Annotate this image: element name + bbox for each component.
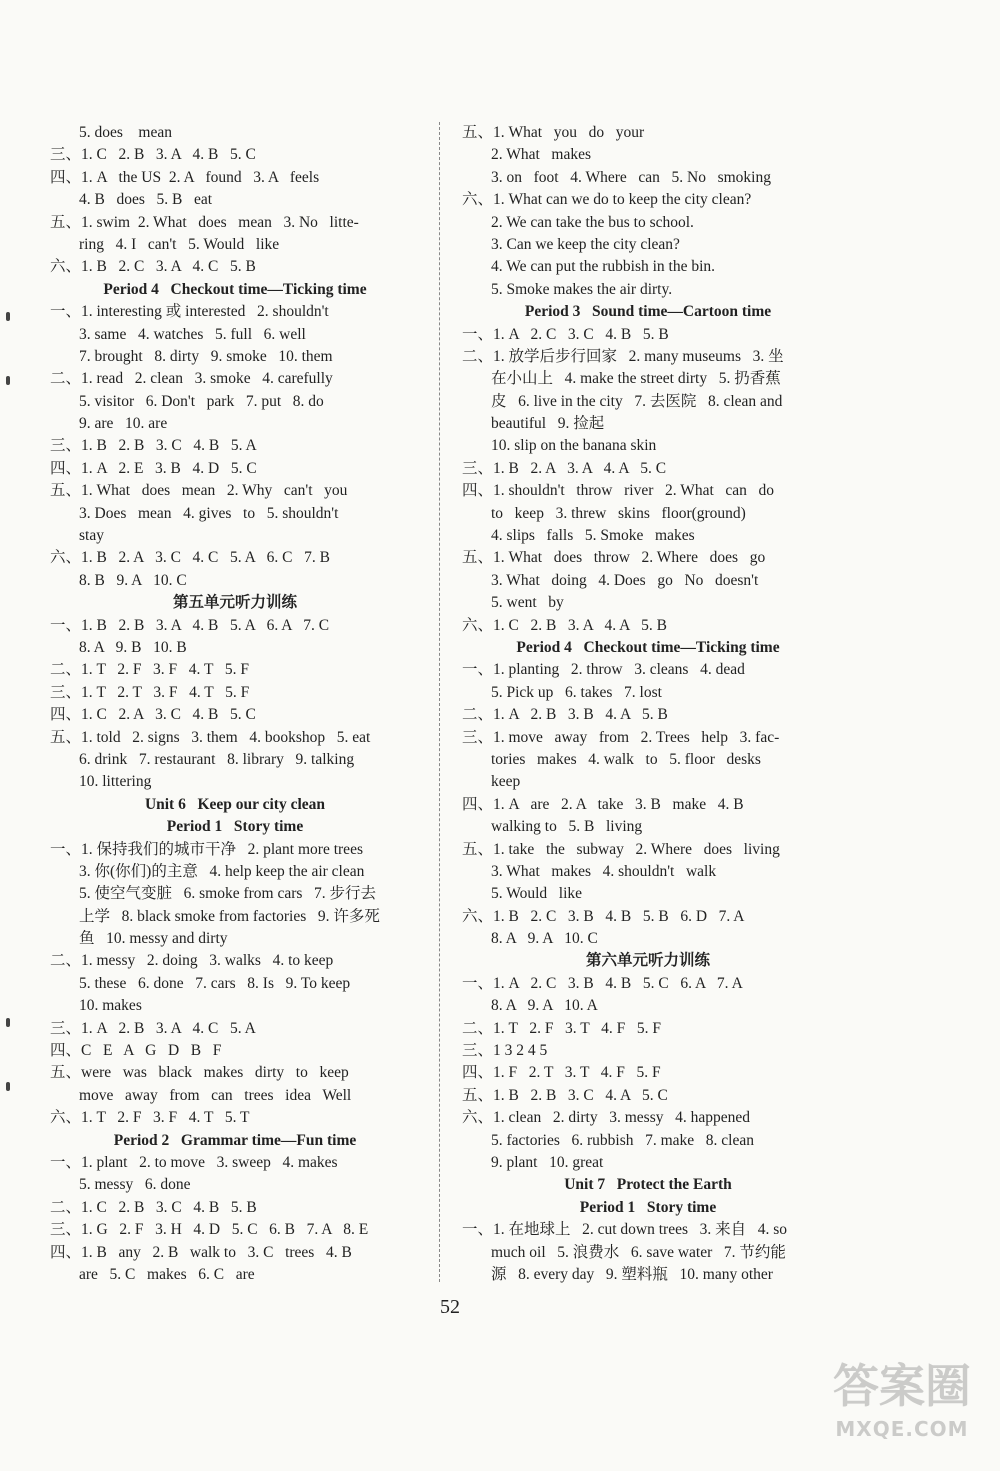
answer-line: keep bbox=[491, 773, 521, 791]
answer-line: 在小山上 4. make the street dirty 5. 扔香蕉 bbox=[491, 370, 781, 388]
answer-line: 3. same 4. watches 5. full 6. well bbox=[79, 325, 306, 343]
answer-line: 六、1. clean 2. dirty 3. messy 4. happened bbox=[462, 1109, 750, 1127]
answer-line: 六、1. B 2. A 3. C 4. C 5. A 6. C 7. B bbox=[50, 549, 330, 567]
answer-line: 上学 8. black smoke from factories 9. 许多死 bbox=[79, 907, 380, 925]
section-heading: Period 1 Story time bbox=[166, 818, 304, 836]
answer-line: 4. We can put the rubbish in the bin. bbox=[491, 258, 716, 276]
answer-line: 4. B does 5. B eat bbox=[79, 191, 213, 209]
answer-line: 3. 你(你们)的主意 4. help keep the air clean bbox=[79, 862, 365, 880]
answer-line: to keep 3. threw skins floor(ground) bbox=[491, 504, 746, 522]
page-number: 52 bbox=[440, 1296, 460, 1318]
answer-line: 四、1. C 2. A 3. C 4. B 5. C bbox=[50, 706, 256, 724]
answer-line: 三、1. move away from 2. Trees help 3. fac- bbox=[462, 728, 780, 746]
answer-line: 5. visitor 6. Don't park 7. put 8. do bbox=[79, 392, 324, 410]
answer-line: are 5. C makes 6. C are bbox=[79, 1265, 255, 1283]
answer-line: beautiful 9. 捡起 bbox=[491, 415, 605, 433]
answer-line: 二、1. T 2. F 3. T 4. F 5. F bbox=[462, 1019, 661, 1037]
answer-line: 5. messy 6. done bbox=[79, 1176, 191, 1194]
answer-line: 三、1. B 2. A 3. A 4. A 5. C bbox=[462, 459, 667, 477]
answer-line: 8. A 9. A 10. A bbox=[491, 997, 598, 1015]
answer-line: 5. went by bbox=[491, 594, 564, 612]
answer-line: 五、1. What you do your bbox=[462, 124, 645, 141]
answer-line: 三、1. C 2. B 3. A 4. B 5. C bbox=[50, 146, 256, 164]
answer-line: 四、1. A are 2. A take 3. B make 4. B bbox=[462, 795, 744, 813]
section-heading: Unit 6 Keep our city clean bbox=[144, 795, 326, 813]
answer-line: 四、1. shouldn't throw river 2. What can do bbox=[462, 482, 775, 500]
answer-line: 二、1. T 2. F 3. F 4. T 5. F bbox=[50, 661, 249, 679]
answer-line: stay bbox=[79, 527, 104, 545]
answer-line: 五、1. B 2. B 3. C 4. A 5. C bbox=[462, 1086, 668, 1104]
answer-line: move away from can trees idea Well bbox=[79, 1086, 352, 1104]
watermark-logo-text: 答案圈 bbox=[833, 1359, 971, 1413]
answer-line: 二、1. read 2. clean 3. smoke 4. carefully bbox=[50, 370, 333, 388]
answer-line: 六、1. B 2. C 3. A 4. C 5. B bbox=[50, 258, 256, 276]
site-watermark-logo bbox=[822, 1355, 982, 1465]
answer-line: 7. brought 8. dirty 9. smoke 10. them bbox=[79, 347, 333, 365]
answer-line: 10. slip on the banana skin bbox=[491, 437, 657, 455]
answer-line: 四、1. A the US 2. A found 3. A feels bbox=[50, 168, 320, 186]
answer-line: 5. Smoke makes the air dirty. bbox=[491, 280, 673, 298]
section-heading: Unit 7 Protect the Earth bbox=[564, 1176, 732, 1194]
answer-line: 5. 使空气变脏 6. smoke from cars 7. 步行去 bbox=[79, 885, 377, 903]
answer-line: 9. plant 10. great bbox=[491, 1153, 604, 1171]
answer-line: 8. B 9. A 10. C bbox=[79, 571, 187, 589]
answer-line: 10. littering bbox=[79, 773, 152, 791]
answer-line: 五、1. What does mean 2. Why can't you bbox=[50, 482, 348, 500]
answer-line: ring 4. I can't 5. Would like bbox=[79, 235, 280, 253]
section-heading: 第六单元听力训练 bbox=[585, 952, 710, 970]
answer-line: 二、1. messy 2. doing 3. walks 4. to keep bbox=[50, 952, 334, 970]
section-heading: Period 3 Sound time—Cartoon time bbox=[524, 303, 772, 321]
answer-line: 一、1. A 2. C 3. B 4. B 5. C 6. A 7. A bbox=[462, 974, 743, 992]
watermark-url: MXQE.COM bbox=[835, 1417, 969, 1441]
answer-line: 四、C E A G D B F bbox=[50, 1042, 222, 1060]
answer-line: 五、1. What does throw 2. Where does go bbox=[462, 549, 766, 567]
answer-line: 二、1. A 2. B 3. B 4. A 5. B bbox=[462, 706, 668, 724]
answer-line: 4. slips falls 5. Smoke makes bbox=[491, 527, 695, 545]
answer-line: 四、1. A 2. E 3. B 4. D 5. C bbox=[50, 459, 257, 477]
answer-line: 鱼 10. messy and dirty bbox=[79, 930, 228, 948]
section-heading: Period 4 Checkout time—Ticking time bbox=[103, 280, 367, 298]
answer-line: much oil 5. 浪费水 6. save water 7. 节约能 bbox=[491, 1243, 786, 1261]
answer-line: 2. What makes bbox=[491, 146, 592, 164]
answer-line: 五、1. told 2. signs 3. them 4. bookshop 5. eat bbox=[50, 728, 371, 746]
section-heading: Period 2 Grammar time—Fun time bbox=[113, 1131, 357, 1149]
answer-line: 5. these 6. done 7. cars 8. Is 9. To keep bbox=[79, 974, 351, 992]
answer-line: 六、1. C 2. B 3. A 4. A 5. B bbox=[462, 616, 667, 634]
answer-line: 二、1. C 2. B 3. C 4. B 5. B bbox=[50, 1198, 257, 1216]
answer-line: 六、1. What can we do to keep the city clean? bbox=[462, 191, 752, 209]
answer-line: 5. Pick up 6. takes 7. lost bbox=[491, 683, 662, 701]
answer-line: 五、1. swim 2. What does mean 3. No litte- bbox=[50, 213, 359, 231]
margin-mark bbox=[6, 1082, 10, 1091]
answer-line: 10. makes bbox=[79, 997, 142, 1015]
section-heading: Period 1 Story time bbox=[579, 1198, 717, 1216]
answer-line: 四、1. F 2. T 3. T 4. F 5. F bbox=[462, 1064, 661, 1082]
answer-line: 一、1. planting 2. throw 3. cleans 4. dead bbox=[462, 661, 745, 679]
answer-line: 五、1. take the subway 2. Where does living bbox=[462, 840, 780, 858]
answer-line: 三、1. G 2. F 3. H 4. D 5. C 6. B 7. A 8. E bbox=[50, 1221, 369, 1239]
answer-line: 一、1. interesting 或 interested 2. shouldn't bbox=[50, 303, 329, 321]
margin-mark bbox=[6, 376, 10, 385]
answer-line: 3. What makes 4. shouldn't walk bbox=[491, 862, 717, 880]
answer-line: 3. What doing 4. Does go No doesn't bbox=[491, 571, 759, 589]
answer-line: 五、were was black makes dirty to keep bbox=[50, 1064, 349, 1082]
answer-line: 四、1. B any 2. B walk to 3. C trees 4. B bbox=[50, 1243, 352, 1261]
answer-line: walking to 5. B living bbox=[491, 818, 643, 836]
answer-line: 5. does mean bbox=[79, 124, 172, 141]
answer-line: tories makes 4. walk to 5. floor desks bbox=[491, 750, 761, 768]
answer-line: 9. are 10. are bbox=[79, 415, 168, 433]
answer-line: 一、1. B 2. B 3. A 4. B 5. A 6. A 7. C bbox=[50, 616, 330, 634]
column-divider bbox=[439, 122, 440, 1282]
answer-line: 3. on foot 4. Where can 5. No smoking bbox=[491, 168, 771, 186]
answer-line: 三、1. B 2. B 3. C 4. B 5. A bbox=[50, 437, 257, 455]
answer-line: 一、1. A 2. C 3. C 4. B 5. B bbox=[462, 325, 669, 343]
answer-line: 8. A 9. B 10. B bbox=[79, 638, 187, 656]
right-answer-column bbox=[462, 122, 834, 1286]
answer-line: 源 8. every day 9. 塑料瓶 10. many other bbox=[491, 1265, 773, 1283]
answer-line: 5. Would like bbox=[491, 885, 583, 903]
answer-line: 六、1. B 2. C 3. B 4. B 5. B 6. D 7. A bbox=[462, 907, 745, 925]
answer-line: 三、1. T 2. T 3. F 4. T 5. F bbox=[50, 683, 250, 701]
answer-line: 皮 6. live in the city 7. 去医院 8. clean and bbox=[491, 392, 783, 410]
answer-line: 一、1. 保持我们的城市干净 2. plant more trees bbox=[50, 840, 363, 858]
answer-line: 三、1. A 2. B 3. A 4. C 5. A bbox=[50, 1019, 256, 1037]
answer-line: 5. factories 6. rubbish 7. make 8. clean bbox=[491, 1131, 754, 1149]
answer-line: 6. drink 7. restaurant 8. library 9. talking bbox=[79, 750, 355, 768]
answer-line: 8. A 9. A 10. C bbox=[491, 930, 598, 948]
margin-mark bbox=[6, 312, 10, 321]
margin-mark bbox=[6, 1018, 10, 1027]
section-heading: 第五单元听力训练 bbox=[172, 594, 297, 612]
answer-line: 2. We can take the bus to school. bbox=[491, 213, 694, 231]
answer-line: 3. Can we keep the city clean? bbox=[491, 235, 680, 253]
answer-line: 六、1. T 2. F 3. F 4. T 5. T bbox=[50, 1109, 250, 1127]
answer-line: 3. Does mean 4. gives to 5. shouldn't bbox=[79, 504, 339, 522]
left-answer-column bbox=[50, 122, 420, 1286]
answer-line: 三、1 3 2 4 5 bbox=[462, 1042, 548, 1060]
answer-line: 一、1. plant 2. to move 3. sweep 4. makes bbox=[50, 1153, 338, 1171]
answer-line: 一、1. 在地球上 2. cut down trees 3. 来自 4. so bbox=[462, 1221, 788, 1239]
section-heading: Period 4 Checkout time—Ticking time bbox=[516, 638, 780, 656]
answer-line: 二、1. 放学后步行回家 2. many museums 3. 坐 bbox=[462, 347, 784, 365]
